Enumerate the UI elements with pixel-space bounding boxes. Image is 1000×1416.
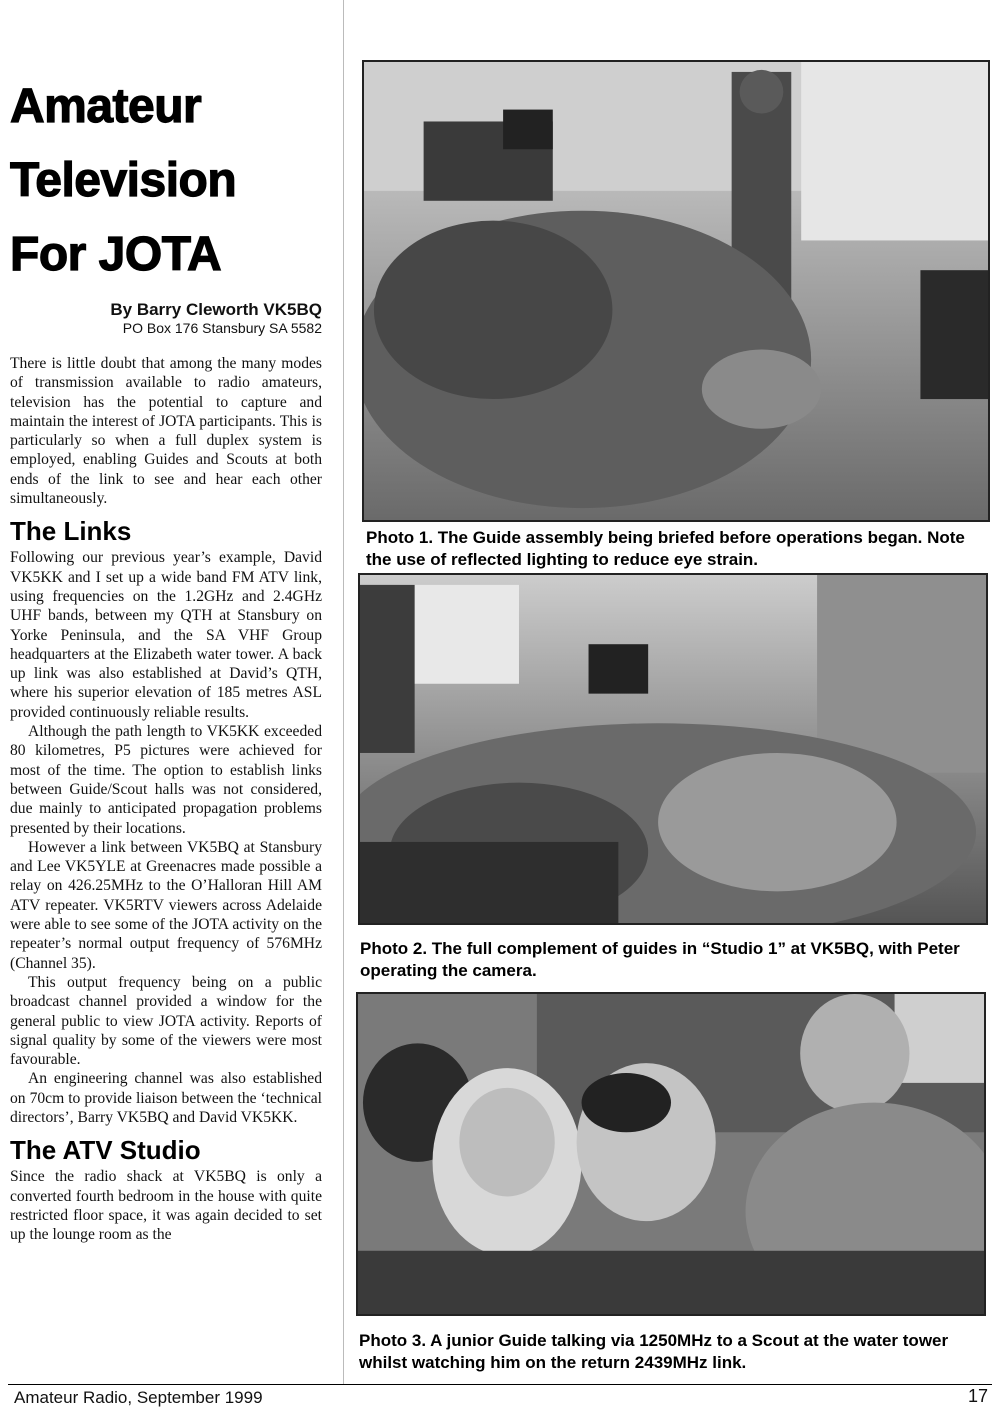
links-paragraph-1: Following our previous year’s example, David VK5KK and I set up a wide band FM ATV link, using frequencies on the 1.2GHz and 2.4GHz UHF bands, between my QTH at Stansbury on Yorke Peninsula, and the SA VHF Group headquarters at the Elizabeth water tower. A back up link was also established at David’s QTH, where his superior elevation of 185 metres ASL provided continuously reliable results. xyxy=(10,549,322,721)
links-paragraph-4: This output frequency being on a public broadcast channel provided a window for the general public to view JOTA activity. Reports of signal quality by some of the viewers were most favourable. xyxy=(10,973,322,1069)
footer-rule xyxy=(8,1384,992,1385)
photo-2-caption: Photo 2. The full complement of guides in “Studio 1” at VK5BQ, with Peter operating the camera. xyxy=(360,939,960,980)
atv-studio-heading: The ATV Studio xyxy=(10,1135,201,1166)
photo-3-image xyxy=(358,994,984,1314)
photo-3-caption: Photo 3. A junior Guide talking via 1250MHz to a Scout at the water tower whilst watching him on the return 2439MHz link. xyxy=(359,1331,949,1372)
article-title xyxy=(10,70,322,292)
byline: By Barry Cleworth VK5BQ xyxy=(110,300,322,319)
title-line-1: Amateur xyxy=(10,80,202,133)
studio-paragraph-1: Since the radio shack at VK5BQ is only a converted fourth bedroom in the house with quite restricted floor space, it was again decided to set up the lounge room as the xyxy=(10,1168,322,1244)
page-number: 17 xyxy=(967,1386,988,1406)
links-paragraph-3: However a link between VK5BQ at Stansbury and Lee VK5YLE at Greenacres made possible a relay on 426.25MHz to the O’Halloran Hill AM ATV repeater. VK5RTV viewers across Adelaide were able to see some of the JOTA activity on the repeater’s normal output frequency of 576MHz (Channel 35). xyxy=(10,838,322,972)
links-heading: The Links xyxy=(10,516,132,547)
photo-2 xyxy=(358,573,988,925)
intro-paragraph: There is little doubt that among the many modes of transmission available to radio amateurs, television has the potential to capture and maintain the interest of JOTA participants. This is particularly so when a full duplex system is employed, enabling Guides and Scouts at both ends of the link to see and hear each other simultaneously. xyxy=(10,355,322,508)
links-paragraph-2: Although the path length to VK5KK exceeded 80 kilometres, P5 pictures were achieved for most of the time. The option to establish links between Guide/Scout halls was not considered, due mainly to anticipated propagation problems presented by their locations. xyxy=(10,723,322,837)
photo-1 xyxy=(362,60,990,522)
photo-3 xyxy=(356,992,986,1316)
photo-2-image xyxy=(360,575,986,923)
title-line-3: For JOTA xyxy=(10,228,222,281)
article-column xyxy=(10,70,322,1244)
photo-1-image xyxy=(364,62,988,520)
title-line-2: Television xyxy=(10,154,237,207)
author-address: PO Box 176 Stansbury SA 5582 xyxy=(122,320,322,336)
photo-1-caption: Photo 1. The Guide assembly being briefed before operations began. Note the use of reflected lighting to reduce eye strain. xyxy=(366,528,965,569)
footer-publication: Amateur Radio, September 1999 xyxy=(14,1388,263,1407)
links-paragraph-5: An engineering channel was also established on 70cm to provide liaison between the ‘technical directors’, Barry VK5BQ and David VK5KK. xyxy=(10,1070,322,1126)
column-divider xyxy=(343,0,344,1384)
